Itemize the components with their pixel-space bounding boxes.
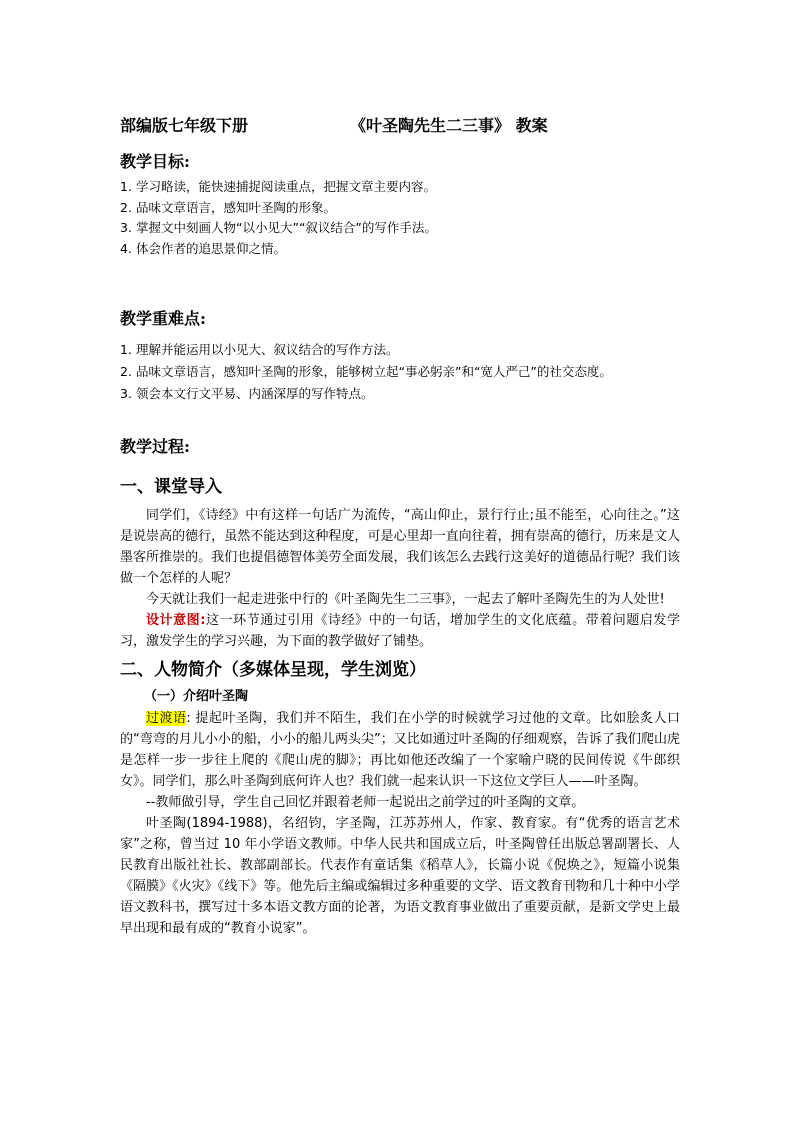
- objective-item: 1. 学习略读，能快速捕捉阅读重点，把握文章主要内容。: [120, 179, 437, 194]
- transition-paragraph: [120, 708, 680, 792]
- teacher-guide-paragraph: --教师做引导，学生自己回忆并跟着老师一起说出之前学过的叶圣陶的文章。: [146, 795, 585, 810]
- transition-label: 过渡语: [146, 711, 187, 726]
- title-lesson: 《叶圣陶先生二三事》 教案: [350, 116, 548, 135]
- key-point-item: 1. 理解并能运用以小见大、叙议结合的写作方法。: [120, 342, 399, 357]
- objectives-list: [120, 177, 680, 259]
- design-intent-label: 设计意图:: [146, 613, 206, 628]
- key-points-heading: 教学重难点:: [120, 309, 206, 328]
- section-biography-heading: 二、人物简介（多媒体呈现，学生浏览）: [120, 660, 426, 680]
- document-content: [120, 112, 680, 939]
- design-intent-text: 这一环节通过引用《诗经》中的一句话，增加学生的文化底蕴。带着问题启发学习，激发学生的学习兴趣，为下面的教学做好了铺垫。: [120, 613, 680, 649]
- subsection-introduce-heading: （一）介绍叶圣陶: [144, 689, 249, 704]
- document-title: [120, 112, 680, 140]
- process-heading: 教学过程:: [120, 437, 190, 456]
- key-point-item: 3. 领会本文行文平易、内涵深厚的写作特点。: [120, 386, 374, 401]
- transition-text: : 提起叶圣陶，我们并不陌生，我们在小学的时候就学习过他的文章。比如脍炙人口的“弯弯的月儿小小的船，小小的船儿两头尖”；又比如通过叶圣陶的仔细观察，告诉了我们爬山虎是怎样一步一步往上爬的《爬山虎的脚》；再比如他还改编了一个家喻户晓的民间传说《牛郎织女》。同学们，那么叶圣陶到底何许人也？我们就一起来认识一下这位文学巨人——叶圣陶。: [120, 711, 680, 789]
- intro-paragraph: 同学们，《诗经》中有这样一句话广为流传，“高山仰止，景行行止;虽不能至，心向往之。”这是说崇高的德行，虽然不能达到这种程度，可是心里却一直向往着，拥有崇高的德行，历来是文人墨客所推崇的。我们也提倡德智体美劳全面发展，我们该怎么去践行这美好的道德品行呢？我们该做一个怎样的人呢？: [120, 508, 680, 586]
- objective-item: 2. 品味文章语言，感知叶圣陶的形象。: [120, 199, 337, 215]
- objectives-heading: 教学目标:: [120, 152, 190, 171]
- biography-paragraph: 叶圣陶(1894-1988)，名绍钧，字圣陶，江苏苏州人，作家、教育家。有“优秀的语言艺术家”之称，曾当过 10 年小学语文教师。中华人民共和国成立后，叶圣陶曾任出版总署副署长、人民教育出版社社长、教部副部长。代表作有童话集《稻草人》，长篇小说《倪焕之》，短篇小说集《隔膜》《火灾》《线下》等。他先后主编或编辑过多种重要的文学、语文教育刊物和几十种中小学语文教科书，撰写过十多本语文教方面的论著，为语文教育事业做出了重要贡献，是新文学史上最早出现和最有成的“教育小说家”。: [120, 816, 680, 936]
- key-points-list: [120, 339, 680, 405]
- objective-item: 4. 体会作者的追思景仰之情。: [120, 240, 287, 256]
- design-intent-paragraph: [120, 610, 680, 652]
- key-point-item: 2. 品味文章语言，感知叶圣陶的形象，能够树立起“事必躬亲”和“宽人严己”的社交态度。: [120, 364, 612, 379]
- title-grade: 部编版七年级下册: [120, 116, 249, 135]
- intro-paragraph-2: 今天就让我们一起走进张中行的《叶圣陶先生二三事》，一起去了解叶圣陶先生的为人处世!: [146, 592, 665, 607]
- section-intro-heading: 一、课堂导入: [120, 477, 222, 497]
- objective-item: 3. 掌握文中刻画人物“以小见大”“叙议结合”的写作手法。: [120, 220, 437, 235]
